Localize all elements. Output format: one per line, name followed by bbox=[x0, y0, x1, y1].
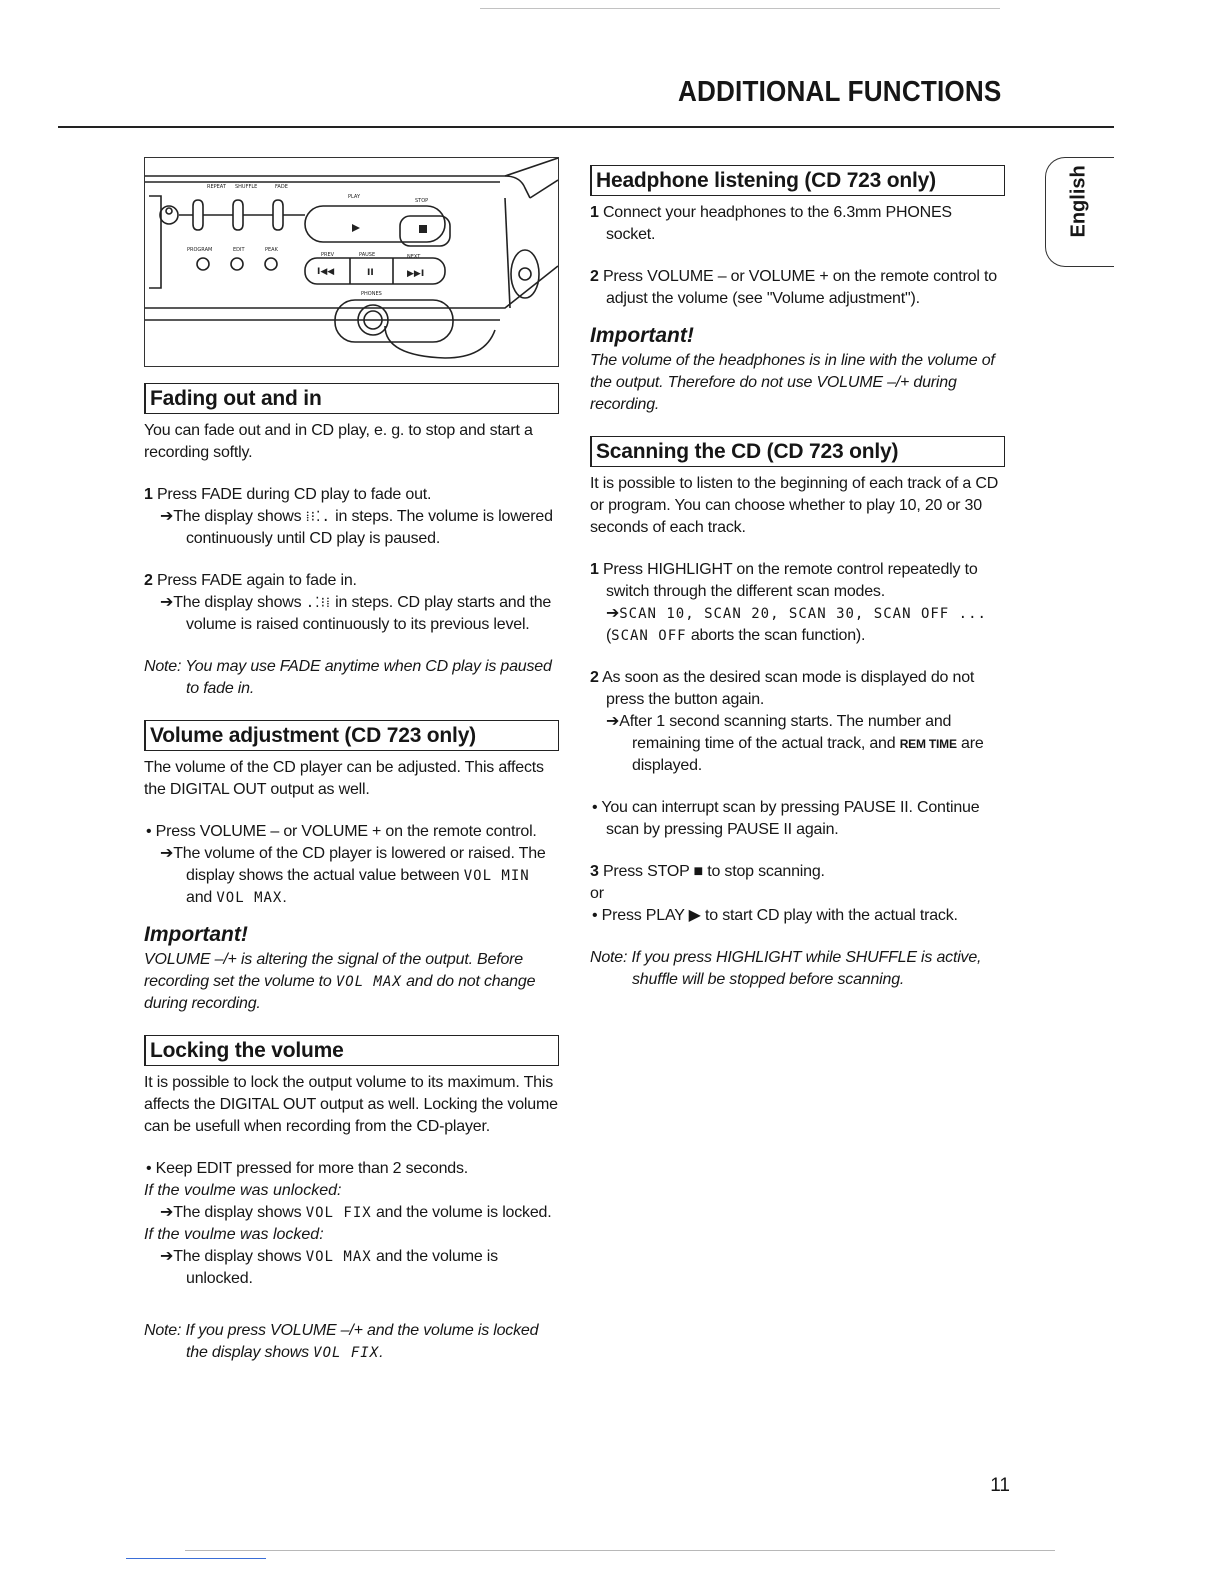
svg-text:PLAY: PLAY bbox=[348, 194, 361, 200]
svg-text:EDIT: EDIT bbox=[233, 247, 245, 253]
step-text: Press HIGHLIGHT on the remote control repeatedly to switch through the different scan modes. bbox=[602, 561, 978, 600]
result-text-2: and the volume is unlocked. bbox=[186, 1248, 498, 1287]
result-text: The display shows bbox=[173, 508, 302, 525]
paren-open: ( bbox=[606, 627, 612, 644]
volume-important-text bbox=[144, 949, 559, 1015]
fading-heading: Fading out and in bbox=[144, 383, 559, 414]
step-number: 2 bbox=[590, 268, 599, 285]
locking-cond-locked: If the voulme was locked: bbox=[144, 1226, 324, 1243]
arrow-icon: ➔ bbox=[160, 1204, 174, 1221]
step-text: Press FADE again to fade in. bbox=[156, 572, 357, 589]
result-text: After 1 second scanning starts. The number and remaining time of the actual track, and bbox=[619, 713, 952, 752]
result-and: and bbox=[186, 889, 213, 906]
arrow-icon: ➔ bbox=[606, 713, 620, 730]
note-text: If you press VOLUME –/+ and the volume is locked the display shows bbox=[185, 1322, 539, 1361]
page-title: ADDITIONAL FUNCTIONS bbox=[678, 76, 1002, 108]
scanning-step-2 bbox=[590, 667, 1005, 711]
arrow-icon: ➔ bbox=[160, 594, 174, 611]
scanning-intro: It is possible to listen to the beginning of each track of a CD or program. You can choose whether to play 10, 20 or 30 seconds of each track. bbox=[590, 475, 999, 536]
lcd-vol-fix: VOL FIX bbox=[313, 1345, 380, 1361]
svg-text:I◀◀: I◀◀ bbox=[317, 267, 335, 277]
headphone-important-title: Important! bbox=[590, 324, 694, 347]
scanning-step-2-result bbox=[590, 711, 1005, 777]
language-tab-label: English bbox=[1067, 165, 1090, 238]
device-illustration bbox=[144, 157, 559, 367]
step-text: Connect your headphones to the 6.3mm PHONES socket. bbox=[602, 204, 952, 243]
scanning-heading: Scanning the CD (CD 723 only) bbox=[590, 436, 1005, 467]
svg-text:▶▶I: ▶▶I bbox=[407, 269, 425, 279]
note-label: Note: bbox=[144, 658, 182, 675]
headphone-important-text: The volume of the headphones is in line with the volume of the output. Therefore do not use VOLUME –/+ during recording. bbox=[590, 352, 995, 413]
result-text-2: and the volume is locked. bbox=[375, 1204, 552, 1221]
locking-locked-result bbox=[144, 1246, 559, 1290]
scanning-or: or bbox=[590, 885, 604, 902]
bullet-text: Press PLAY ▶ to start CD play with the actual track. bbox=[601, 907, 958, 924]
locking-unlocked-result bbox=[144, 1202, 559, 1224]
result-text: The display shows bbox=[173, 594, 302, 611]
paren-text: aborts the scan function). bbox=[690, 627, 866, 644]
right-column bbox=[590, 165, 1005, 1011]
important-text-2: and do not change during recording. bbox=[144, 973, 536, 1012]
result-text: The volume of the CD player is lowered or raised. The display shows the actual value between bbox=[173, 845, 546, 884]
result-end: . bbox=[282, 889, 287, 906]
lcd-vol-fix: VOL FIX bbox=[305, 1205, 372, 1221]
fading-note bbox=[144, 656, 559, 700]
step-number: 2 bbox=[144, 572, 153, 589]
step-text: Press VOLUME – or VOLUME + on the remote control to adjust the volume (see "Volume adjustment"). bbox=[602, 268, 997, 307]
bullet-text: You can interrupt scan by pressing PAUSE II. Continue scan by pressing PAUSE II again. bbox=[601, 799, 980, 838]
step-number: 1 bbox=[144, 486, 153, 503]
scanning-step-1-paren bbox=[590, 625, 1005, 647]
bullet-text: Press VOLUME – or VOLUME + on the remote control. bbox=[155, 823, 537, 840]
headphone-step-2 bbox=[590, 266, 1005, 310]
lcd-vol-max: VOL MAX bbox=[216, 890, 283, 906]
result-text-2: in steps. The volume is lowered continuously until CD play is paused. bbox=[186, 508, 553, 547]
svg-text:REPEAT: REPEAT bbox=[207, 184, 226, 190]
lcd-vol-max: VOL MAX bbox=[305, 1249, 372, 1265]
svg-text:PHONES: PHONES bbox=[361, 291, 382, 297]
svg-text:PEAK: PEAK bbox=[265, 247, 278, 253]
play-icon bbox=[352, 224, 360, 232]
important-text: VOLUME –/+ is altering the signal of the output. Before recording set the volume to bbox=[144, 951, 524, 990]
lcd-vol-min: VOL MIN bbox=[463, 868, 530, 884]
svg-text:FADE: FADE bbox=[275, 184, 288, 190]
svg-text:PROGRAM: PROGRAM bbox=[187, 247, 213, 253]
locking-note bbox=[144, 1320, 559, 1364]
svg-text:PREV: PREV bbox=[321, 252, 335, 258]
svg-text:II: II bbox=[367, 268, 374, 278]
lcd-scan-modes: SCAN 10, SCAN 20, SCAN 30, SCAN OFF ... bbox=[619, 606, 987, 622]
note-text: You may use FADE anytime when CD play is paused to fade in. bbox=[185, 658, 552, 697]
result-text: The display shows bbox=[173, 1204, 302, 1221]
step-text: Press FADE during CD play to fade out. bbox=[156, 486, 432, 503]
scanning-note bbox=[590, 947, 1005, 991]
svg-text:NEXT: NEXT bbox=[407, 254, 421, 260]
volume-important-title: Important! bbox=[144, 923, 248, 946]
step-text: Press STOP ■ to stop scanning. bbox=[602, 863, 825, 880]
arrow-icon: ➔ bbox=[606, 605, 620, 622]
svg-text:SHUFFLE: SHUFFLE bbox=[235, 184, 258, 190]
step-number: 2 bbox=[590, 669, 599, 686]
fading-step-1 bbox=[144, 484, 559, 506]
result-text-2: are displayed. bbox=[632, 735, 984, 774]
lcd-vol-max: VOL MAX bbox=[335, 974, 402, 990]
fading-step-2 bbox=[144, 570, 559, 592]
step-number: 1 bbox=[590, 204, 599, 221]
bullet-text: Keep EDIT pressed for more than 2 seconds. bbox=[155, 1160, 469, 1177]
scan-artifact-top bbox=[480, 8, 1000, 9]
fade-in-symbol: .⁚⁝⁞ bbox=[305, 595, 331, 611]
locking-heading: Locking the volume bbox=[144, 1035, 559, 1066]
headphone-heading: Headphone listening (CD 723 only) bbox=[590, 165, 1005, 196]
scanning-bullet-1: • You can interrupt scan by pressing PAUSE II. Continue scan by pressing PAUSE II again. bbox=[592, 799, 980, 838]
svg-text:STOP: STOP bbox=[415, 198, 429, 204]
arrow-icon: ➔ bbox=[160, 1248, 174, 1265]
rem-time-label: REM TIME bbox=[899, 737, 957, 751]
lcd-scan-off: SCAN OFF bbox=[611, 628, 687, 644]
scan-artifact-blue bbox=[126, 1558, 266, 1559]
scanning-step-1 bbox=[590, 559, 1005, 603]
fading-intro: You can fade out and in CD play, e. g. to stop and start a recording softly. bbox=[144, 422, 533, 461]
scanning-step-3 bbox=[590, 861, 1005, 883]
step-number: 3 bbox=[590, 863, 599, 880]
result-text: The display shows bbox=[173, 1248, 302, 1265]
step-text: As soon as the desired scan mode is displayed do not press the button again. bbox=[602, 669, 975, 708]
locking-bullet: • Keep EDIT pressed for more than 2 seconds. bbox=[146, 1160, 469, 1177]
page-number: 11 bbox=[990, 1475, 1010, 1496]
note-label: Note: bbox=[590, 949, 628, 966]
fading-step-1-result bbox=[144, 506, 559, 550]
volume-result bbox=[144, 843, 559, 909]
header-rule bbox=[58, 126, 1114, 128]
scanning-bullet-2: • Press PLAY ▶ to start CD play with the actual track. bbox=[592, 907, 958, 924]
fading-step-2-result bbox=[144, 592, 559, 636]
note-label: Note: bbox=[144, 1322, 182, 1339]
stop-icon bbox=[419, 225, 427, 233]
arrow-icon: ➔ bbox=[160, 508, 174, 525]
volume-bullet: • Press VOLUME – or VOLUME + on the remote control. bbox=[146, 823, 537, 840]
note-text: If you press HIGHLIGHT while SHUFFLE is active, shuffle will be stopped before scanning. bbox=[631, 949, 982, 988]
scanning-step-1-result bbox=[590, 603, 1005, 625]
arrow-icon: ➔ bbox=[160, 845, 174, 862]
result-text-2: in steps. CD play starts and the volume is raised continuously to its previous level. bbox=[186, 594, 552, 633]
left-column bbox=[144, 157, 559, 1384]
fade-out-symbol: ⁞⁝⁚. bbox=[305, 509, 331, 525]
step-number: 1 bbox=[590, 561, 599, 578]
headphone-step-1 bbox=[590, 202, 1005, 246]
note-end: . bbox=[379, 1344, 384, 1361]
volume-heading: Volume adjustment (CD 723 only) bbox=[144, 720, 559, 751]
scan-artifact-bottom bbox=[185, 1550, 1055, 1551]
locking-cond-unlocked: If the voulme was unlocked: bbox=[144, 1182, 342, 1199]
svg-text:PAUSE: PAUSE bbox=[359, 252, 376, 258]
volume-intro: The volume of the CD player can be adjusted. This affects the DIGITAL OUT output as well. bbox=[144, 759, 544, 798]
locking-intro: It is possible to lock the output volume to its maximum. This affects the DIGITAL OUT output as well. Locking the volume can be usefull when recording from the CD-player. bbox=[144, 1074, 558, 1135]
cd-player-front-panel bbox=[145, 158, 558, 366]
